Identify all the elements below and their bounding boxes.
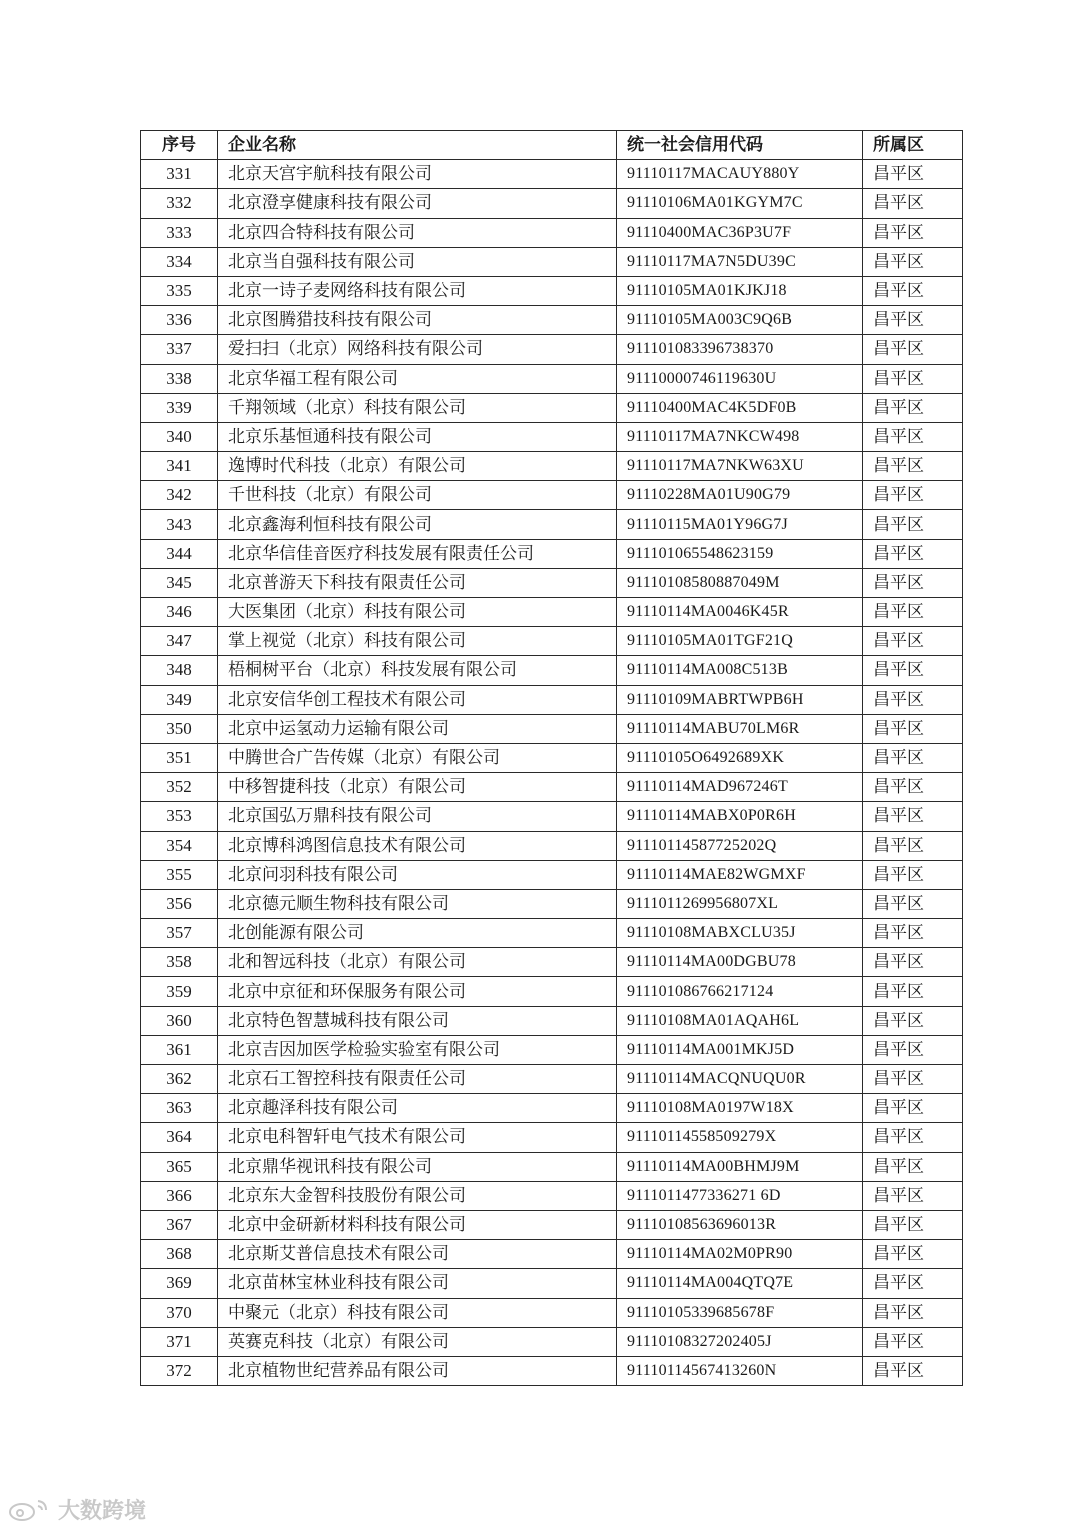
cell-company-name: 掌上视觉（北京）科技有限公司 <box>218 627 617 656</box>
cell-district: 昌平区 <box>863 1356 963 1385</box>
cell-credit-code: 91110105MA01KJKJ18 <box>617 276 863 305</box>
cell-credit-code: 91110117MA7N5DU39C <box>617 247 863 276</box>
cell-company-name: 北京中金研新材料科技有限公司 <box>218 1210 617 1239</box>
cell-credit-code: 91110114MABX0P0R6H <box>617 802 863 831</box>
cell-credit-code: 9111011269956807XL <box>617 889 863 918</box>
table-row <box>141 831 963 860</box>
cell-seq: 360 <box>141 1006 218 1035</box>
cell-company-name: 北京问羽科技有限公司 <box>218 860 617 889</box>
table-row <box>141 773 963 802</box>
cell-credit-code: 91110114587725202Q <box>617 831 863 860</box>
cell-credit-code: 91110114MA004QTQ7E <box>617 1269 863 1298</box>
cell-district: 昌平区 <box>863 393 963 422</box>
table-row <box>141 306 963 335</box>
table-row <box>141 919 963 948</box>
cell-company-name: 北京一诗子麦网络科技有限公司 <box>218 276 617 305</box>
cell-company-name: 中聚元（北京）科技有限公司 <box>218 1298 617 1327</box>
cell-district: 昌平区 <box>863 1035 963 1064</box>
cell-company-name: 北和智远科技（北京）有限公司 <box>218 948 617 977</box>
table-row <box>141 977 963 1006</box>
cell-district: 昌平区 <box>863 218 963 247</box>
cell-credit-code: 91110108MA0197W18X <box>617 1094 863 1123</box>
cell-district: 昌平区 <box>863 160 963 189</box>
table-row <box>141 1181 963 1210</box>
cell-credit-code: 91110105MA01TGF21Q <box>617 627 863 656</box>
cell-seq: 354 <box>141 831 218 860</box>
cell-credit-code: 91110114MA00BHMJ9M <box>617 1152 863 1181</box>
table-row <box>141 422 963 451</box>
cell-company-name: 北京鑫海利恒科技有限公司 <box>218 510 617 539</box>
cell-seq: 371 <box>141 1327 218 1356</box>
cell-credit-code: 91110117MACAUY880Y <box>617 160 863 189</box>
cell-credit-code: 91110114MA00DGBU78 <box>617 948 863 977</box>
table-row <box>141 393 963 422</box>
table-row <box>141 1298 963 1327</box>
cell-seq: 345 <box>141 568 218 597</box>
cell-district: 昌平区 <box>863 977 963 1006</box>
cell-seq: 368 <box>141 1240 218 1269</box>
cell-seq: 372 <box>141 1356 218 1385</box>
cell-credit-code: 91110000746119630U <box>617 364 863 393</box>
cell-seq: 333 <box>141 218 218 247</box>
cell-district: 昌平区 <box>863 510 963 539</box>
cell-district: 昌平区 <box>863 714 963 743</box>
cell-seq: 338 <box>141 364 218 393</box>
cell-credit-code: 91110105O6492689XK <box>617 743 863 772</box>
cell-district: 昌平区 <box>863 743 963 772</box>
cell-company-name: 北京鼎华视讯科技有限公司 <box>218 1152 617 1181</box>
header-row <box>141 131 963 160</box>
cell-company-name: 英赛克科技（北京）有限公司 <box>218 1327 617 1356</box>
company-table <box>140 130 963 1386</box>
cell-company-name: 北京斯艾普信息技术有限公司 <box>218 1240 617 1269</box>
cell-district: 昌平区 <box>863 656 963 685</box>
cell-company-name: 北京澄享健康科技有限公司 <box>218 189 617 218</box>
cell-credit-code: 91110108563696013R <box>617 1210 863 1239</box>
cell-seq: 363 <box>141 1094 218 1123</box>
table-row <box>141 1094 963 1123</box>
cell-district: 昌平区 <box>863 627 963 656</box>
cell-credit-code: 91110114MABU70LM6R <box>617 714 863 743</box>
table-row <box>141 1065 963 1094</box>
cell-company-name: 北京趣泽科技有限公司 <box>218 1094 617 1123</box>
header-credit-code: 统一社会信用代码 <box>617 131 863 160</box>
table-row <box>141 627 963 656</box>
cell-district: 昌平区 <box>863 773 963 802</box>
cell-credit-code: 911101083396738370 <box>617 335 863 364</box>
cell-district: 昌平区 <box>863 1327 963 1356</box>
cell-district: 昌平区 <box>863 1065 963 1094</box>
cell-credit-code: 91110108MABXCLU35J <box>617 919 863 948</box>
cell-company-name: 北京普游天下科技有限责任公司 <box>218 568 617 597</box>
cell-district: 昌平区 <box>863 452 963 481</box>
cell-credit-code: 91110114MA02M0PR90 <box>617 1240 863 1269</box>
cell-district: 昌平区 <box>863 1006 963 1035</box>
table-row <box>141 452 963 481</box>
cell-seq: 364 <box>141 1123 218 1152</box>
table-row <box>141 714 963 743</box>
cell-seq: 337 <box>141 335 218 364</box>
cell-credit-code: 91110228MA01U90G79 <box>617 481 863 510</box>
cell-district: 昌平区 <box>863 889 963 918</box>
cell-credit-code: 9111011477336271 6D <box>617 1181 863 1210</box>
cell-credit-code: 91110105MA003C9Q6B <box>617 306 863 335</box>
cell-company-name: 北京国弘万鼎科技有限公司 <box>218 802 617 831</box>
cell-company-name: 北京中运氢动力运输有限公司 <box>218 714 617 743</box>
cell-credit-code: 91110114567413260N <box>617 1356 863 1385</box>
cell-district: 昌平区 <box>863 685 963 714</box>
cell-district: 昌平区 <box>863 568 963 597</box>
table-row <box>141 189 963 218</box>
cell-company-name: 北京四合特科技有限公司 <box>218 218 617 247</box>
cell-seq: 357 <box>141 919 218 948</box>
table-row <box>141 802 963 831</box>
cell-district: 昌平区 <box>863 1210 963 1239</box>
cell-company-name: 中腾世合广告传媒（北京）有限公司 <box>218 743 617 772</box>
cell-seq: 343 <box>141 510 218 539</box>
header-district: 所属区 <box>863 131 963 160</box>
table-row <box>141 335 963 364</box>
cell-company-name: 北京博科鸿图信息技术有限公司 <box>218 831 617 860</box>
cell-company-name: 千世科技（北京）有限公司 <box>218 481 617 510</box>
cell-district: 昌平区 <box>863 831 963 860</box>
cell-company-name: 大医集团（北京）科技有限公司 <box>218 598 617 627</box>
cell-credit-code: 91110108580887049M <box>617 568 863 597</box>
table-row <box>141 1269 963 1298</box>
cell-credit-code: 91110114MACQNUQU0R <box>617 1065 863 1094</box>
cell-credit-code: 91110114MAD967246T <box>617 773 863 802</box>
cell-credit-code: 91110108327202405J <box>617 1327 863 1356</box>
cell-seq: 355 <box>141 860 218 889</box>
cell-seq: 359 <box>141 977 218 1006</box>
table-row <box>141 160 963 189</box>
cell-company-name: 梧桐树平台（北京）科技发展有限公司 <box>218 656 617 685</box>
cell-seq: 339 <box>141 393 218 422</box>
cell-district: 昌平区 <box>863 802 963 831</box>
cell-seq: 334 <box>141 247 218 276</box>
cell-seq: 353 <box>141 802 218 831</box>
cell-credit-code: 91110114MA001MKJ5D <box>617 1035 863 1064</box>
cell-seq: 349 <box>141 685 218 714</box>
cell-district: 昌平区 <box>863 598 963 627</box>
cell-seq: 370 <box>141 1298 218 1327</box>
cell-company-name: 北京乐基恒通科技有限公司 <box>218 422 617 451</box>
table-row <box>141 889 963 918</box>
cell-seq: 367 <box>141 1210 218 1239</box>
cell-seq: 365 <box>141 1152 218 1181</box>
cell-company-name: 北京东大金智科技股份有限公司 <box>218 1181 617 1210</box>
cell-company-name: 北京华福工程有限公司 <box>218 364 617 393</box>
cell-district: 昌平区 <box>863 306 963 335</box>
cell-company-name: 北京特色智慧城科技有限公司 <box>218 1006 617 1035</box>
table-row <box>141 1240 963 1269</box>
table-row <box>141 364 963 393</box>
cell-credit-code: 91110115MA01Y96G7J <box>617 510 863 539</box>
table-row <box>141 218 963 247</box>
cell-credit-code: 91110109MABRTWPB6H <box>617 685 863 714</box>
cell-seq: 341 <box>141 452 218 481</box>
cell-company-name: 北京德元顺生物科技有限公司 <box>218 889 617 918</box>
cell-district: 昌平区 <box>863 189 963 218</box>
cell-credit-code: 91110117MA7NKW63XU <box>617 452 863 481</box>
table-body <box>141 160 963 1386</box>
cell-company-name: 北创能源有限公司 <box>218 919 617 948</box>
table-row <box>141 247 963 276</box>
cell-credit-code: 91110114MA008C513B <box>617 656 863 685</box>
cell-district: 昌平区 <box>863 1094 963 1123</box>
cell-seq: 351 <box>141 743 218 772</box>
cell-credit-code: 91110400MAC4K5DF0B <box>617 393 863 422</box>
cell-credit-code: 911101065548623159 <box>617 539 863 568</box>
table-row <box>141 743 963 772</box>
cell-district: 昌平区 <box>863 1152 963 1181</box>
cell-company-name: 北京中京征和环保服务有限公司 <box>218 977 617 1006</box>
table-row <box>141 568 963 597</box>
watermark-text: 大数跨境 <box>58 1499 147 1524</box>
cell-credit-code: 91110114MAE82WGMXF <box>617 860 863 889</box>
cell-seq: 356 <box>141 889 218 918</box>
table-row <box>141 656 963 685</box>
cell-seq: 342 <box>141 481 218 510</box>
cell-company-name: 逸博时代科技（北京）有限公司 <box>218 452 617 481</box>
cell-company-name: 千翔领域（北京）科技有限公司 <box>218 393 617 422</box>
table-row <box>141 481 963 510</box>
cell-seq: 369 <box>141 1269 218 1298</box>
cell-credit-code: 91110400MAC36P3U7F <box>617 218 863 247</box>
cell-district: 昌平区 <box>863 539 963 568</box>
table-row <box>141 510 963 539</box>
cell-district: 昌平区 <box>863 1269 963 1298</box>
cell-seq: 347 <box>141 627 218 656</box>
cell-seq: 336 <box>141 306 218 335</box>
cell-company-name: 中移智捷科技（北京）有限公司 <box>218 773 617 802</box>
cell-credit-code: 91110105339685678F <box>617 1298 863 1327</box>
cell-company-name: 北京天宫宇航科技有限公司 <box>218 160 617 189</box>
cell-district: 昌平区 <box>863 276 963 305</box>
table-row <box>141 685 963 714</box>
cell-district: 昌平区 <box>863 1181 963 1210</box>
table-row <box>141 598 963 627</box>
cell-seq: 332 <box>141 189 218 218</box>
cell-company-name: 爱扫扫（北京）网络科技有限公司 <box>218 335 617 364</box>
table-row <box>141 1035 963 1064</box>
cell-credit-code: 91110108MA01AQAH6L <box>617 1006 863 1035</box>
cell-district: 昌平区 <box>863 481 963 510</box>
cell-credit-code: 91110114558509279X <box>617 1123 863 1152</box>
cell-seq: 362 <box>141 1065 218 1094</box>
table-row <box>141 1123 963 1152</box>
cell-seq: 358 <box>141 948 218 977</box>
cell-seq: 344 <box>141 539 218 568</box>
cell-district: 昌平区 <box>863 1123 963 1152</box>
table-row <box>141 860 963 889</box>
cell-seq: 340 <box>141 422 218 451</box>
cell-company-name: 北京华信佳音医疗科技发展有限责任公司 <box>218 539 617 568</box>
cell-district: 昌平区 <box>863 919 963 948</box>
cell-credit-code: 911101086766217124 <box>617 977 863 1006</box>
cell-company-name: 北京当自强科技有限公司 <box>218 247 617 276</box>
cell-company-name: 北京电科智轩电气技术有限公司 <box>218 1123 617 1152</box>
cell-company-name: 北京苗林宝林业科技有限公司 <box>218 1269 617 1298</box>
cell-district: 昌平区 <box>863 422 963 451</box>
cell-company-name: 北京植物世纪营养品有限公司 <box>218 1356 617 1385</box>
cell-seq: 361 <box>141 1035 218 1064</box>
cell-credit-code: 91110117MA7NKCW498 <box>617 422 863 451</box>
cell-district: 昌平区 <box>863 1240 963 1269</box>
header-seq: 序号 <box>141 131 218 160</box>
cell-district: 昌平区 <box>863 1298 963 1327</box>
cell-seq: 366 <box>141 1181 218 1210</box>
cell-company-name: 北京石工智控科技有限责任公司 <box>218 1065 617 1094</box>
watermark <box>8 1494 146 1525</box>
header-company-name: 企业名称 <box>218 131 617 160</box>
cell-district: 昌平区 <box>863 247 963 276</box>
cell-district: 昌平区 <box>863 364 963 393</box>
cell-company-name: 北京吉因加医学检验实验室有限公司 <box>218 1035 617 1064</box>
table-row <box>141 1210 963 1239</box>
table-row <box>141 276 963 305</box>
table-row <box>141 539 963 568</box>
cell-seq: 350 <box>141 714 218 743</box>
table-header <box>141 131 963 160</box>
cell-seq: 331 <box>141 160 218 189</box>
weibo-logo-icon <box>8 1497 52 1523</box>
table-row <box>141 1327 963 1356</box>
cell-seq: 352 <box>141 773 218 802</box>
cell-seq: 335 <box>141 276 218 305</box>
table-row <box>141 948 963 977</box>
cell-credit-code: 91110114MA0046K45R <box>617 598 863 627</box>
cell-district: 昌平区 <box>863 948 963 977</box>
cell-credit-code: 91110106MA01KGYM7C <box>617 189 863 218</box>
cell-seq: 346 <box>141 598 218 627</box>
cell-seq: 348 <box>141 656 218 685</box>
cell-district: 昌平区 <box>863 860 963 889</box>
table-row <box>141 1356 963 1385</box>
cell-company-name: 北京图腾猎技科技有限公司 <box>218 306 617 335</box>
table-row <box>141 1006 963 1035</box>
cell-company-name: 北京安信华创工程技术有限公司 <box>218 685 617 714</box>
cell-district: 昌平区 <box>863 335 963 364</box>
table-row <box>141 1152 963 1181</box>
